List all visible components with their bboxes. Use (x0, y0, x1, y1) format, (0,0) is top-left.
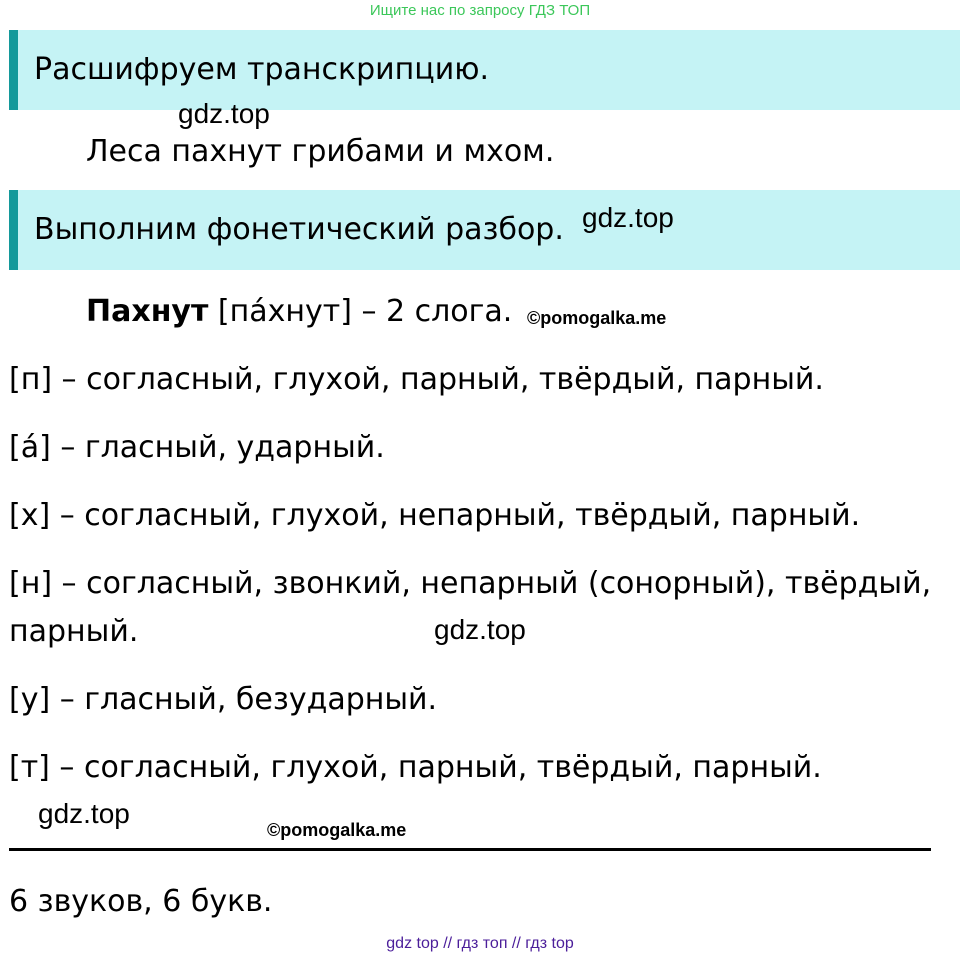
word-line (86, 294, 512, 329)
section-title-analysis: Выполним фонетический разбор. (34, 212, 564, 247)
sound-line-n: [н] – согласный, звонкий, непарный (сонорный), твёрдый, (9, 566, 932, 601)
section-title-decode: Расшифруем транскрипцию. (34, 52, 489, 87)
sound-line-kh: [х] – согласный, глухой, непарный, твёрдый, парный. (9, 498, 861, 533)
watermark-gdz: gdz.top (582, 202, 674, 233)
watermark-gdz: gdz.top (434, 614, 526, 645)
watermark-pomogalka: ©pomogalka.me (267, 820, 407, 840)
word-transcription: [па́хнут] – 2 слога. (208, 294, 513, 329)
sound-line-t: [т] – согласный, глухой, парный, твёрдый, парный. (9, 750, 822, 785)
watermark-gdz: gdz.top (38, 798, 130, 829)
divider (9, 848, 931, 851)
sentence-text: Леса пахнут грибами и мхом. (86, 134, 555, 169)
footer-links: gdz top // гдз топ // гдз top (386, 935, 574, 952)
section-banner-analysis (9, 190, 960, 270)
analyzed-word: Пахнут (86, 294, 209, 329)
section-banner-decode (9, 30, 960, 110)
summary-text: 6 звуков, 6 букв. (9, 884, 273, 919)
sound-line-p: [п] – согласный, глухой, парный, твёрдый, парный. (9, 362, 824, 397)
watermark-pomogalka: ©pomogalka.me (527, 308, 667, 328)
watermark-gdz: gdz.top (178, 98, 270, 129)
header-note: Ищите нас по запросу ГДЗ ТОП (369, 2, 591, 19)
sound-line-n-cont: парный. (9, 614, 139, 649)
sound-line-a: [а́] – гласный, ударный. (9, 430, 385, 465)
sound-line-u: [у] – гласный, безударный. (9, 682, 438, 717)
